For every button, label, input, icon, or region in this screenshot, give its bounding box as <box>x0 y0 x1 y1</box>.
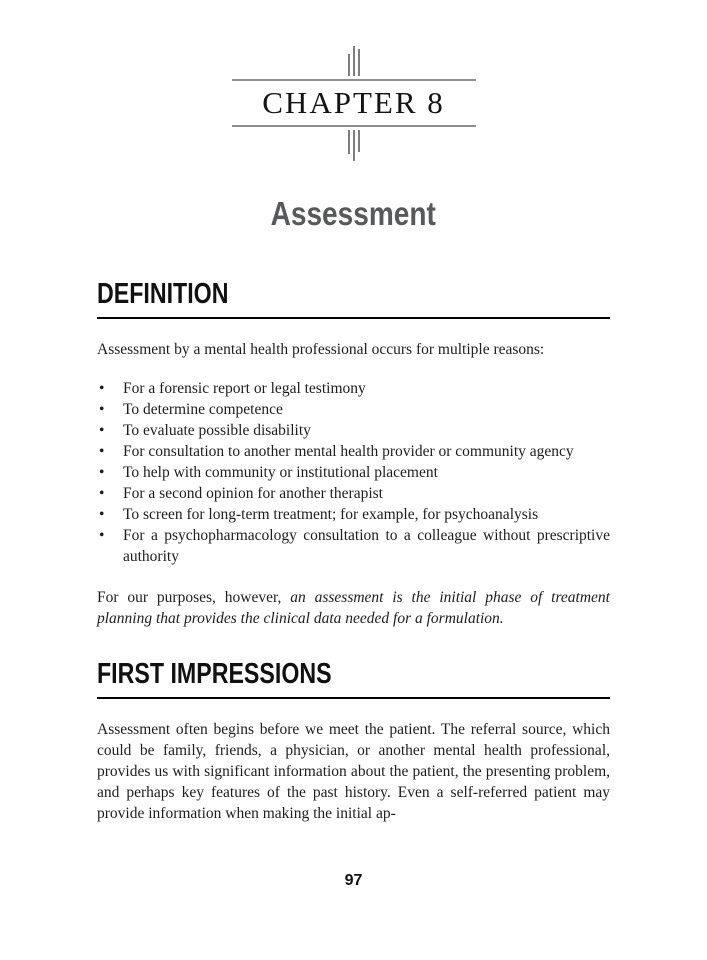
ornament-bar <box>353 46 355 76</box>
closing-roman-text: For our purposes, however, <box>97 589 291 606</box>
bullet-item: • For consultation to another mental health provider or community agency <box>97 441 610 462</box>
bullet-item: • For a forensic report or legal testimony <box>97 378 610 399</box>
chapter-header <box>0 0 707 163</box>
section-heading-definition <box>97 279 610 319</box>
reasons-bullet-list <box>97 378 610 567</box>
ornament-tribar-top-icon <box>0 44 707 76</box>
ornament-bar <box>358 130 360 152</box>
page-title: Assessment <box>270 195 437 232</box>
section-heading-text: FIRST IMPRESSIONS <box>97 658 332 690</box>
ornament-bar <box>353 130 355 161</box>
section-heading-text: DEFINITION <box>97 278 229 310</box>
chapter-label: CHAPTER 8 <box>262 85 445 120</box>
section-first-impressions <box>97 659 610 824</box>
ornament-bar <box>348 54 350 76</box>
page-number: 97 <box>344 872 363 889</box>
section-heading-first-impressions <box>97 659 610 699</box>
ornament-bar <box>358 49 360 76</box>
ornament-tribar-bottom-icon <box>0 130 707 163</box>
page-title-wrap <box>0 195 707 233</box>
bullet-item: • For a psychopharmacology consultation to a colleague without prescriptive authority <box>97 525 610 567</box>
bullet-item: • To evaluate possible disability <box>97 420 610 441</box>
chapter-rule-bottom <box>232 125 476 127</box>
bullet-item: • To help with community or institutional placement <box>97 462 610 483</box>
first-impressions-paragraph: Assessment often begins before we meet the patient. The referral source, which could be family, friends, a physician, or another mental health professional, provides us with significant information about the patient, the presenting problem, and perhaps key features of the past history. Even a self-referred patient may provide information when making the initial ap- <box>97 721 610 822</box>
section-definition <box>97 279 610 629</box>
bullet-item: • To screen for long-term treatment; for example, for psychoanalysis <box>97 504 610 525</box>
ornament-bar <box>348 130 350 154</box>
closing-italic-text: an assessment is the initial phase of treatment planning that provides the clinical data needed for a formulation. <box>97 589 610 627</box>
bullet-item: • For a second opinion for another therapist <box>97 483 610 504</box>
chapter-rule-top <box>232 79 476 81</box>
definition-closing-paragraph <box>97 587 610 629</box>
page-content <box>97 279 610 824</box>
bullet-item: • To determine competence <box>97 399 610 420</box>
definition-intro-paragraph: Assessment by a mental health professional occurs for multiple reasons: <box>97 341 545 358</box>
